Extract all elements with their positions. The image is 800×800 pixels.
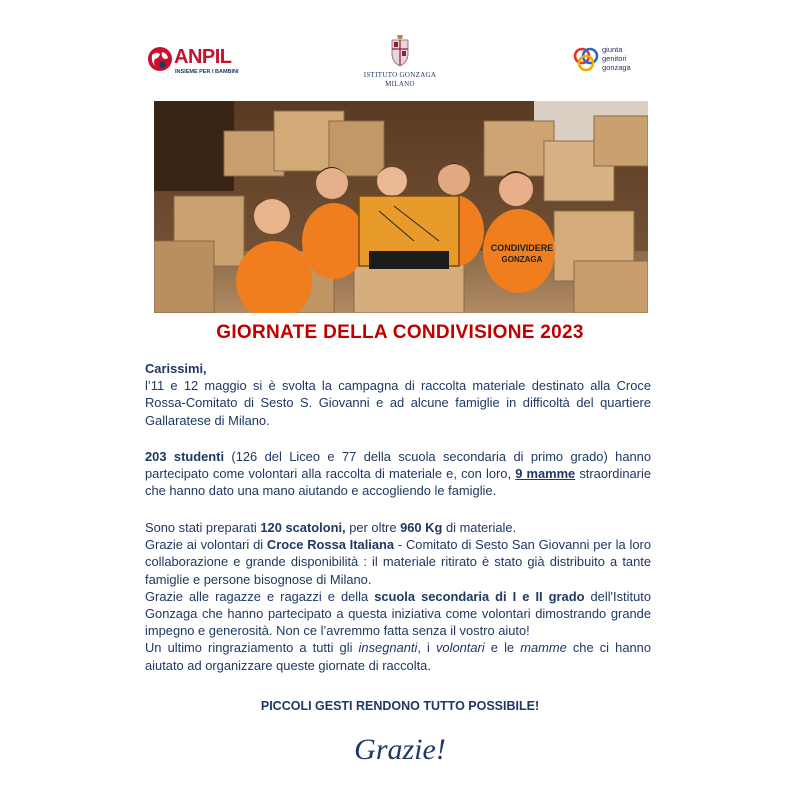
closing-slogan: PICCOLI GESTI RENDONO TUTTO POSSIBILE! bbox=[260, 699, 540, 713]
giunta-genitori-logo bbox=[572, 42, 672, 82]
gonzaga-name bbox=[340, 71, 460, 89]
final-thanks-text-3: e le bbox=[484, 640, 521, 656]
istituto-gonzaga-logo bbox=[340, 34, 460, 104]
volunteers-illustration bbox=[154, 101, 648, 313]
gonzaga-line-1: ISTITUTO GONZAGA bbox=[363, 71, 437, 79]
greeting: Carissimi, bbox=[145, 361, 207, 376]
students-count: 203 studenti bbox=[145, 449, 225, 464]
intro-text: l’11 e 12 maggio si è svolta la campagna di raccolta materiale destinato alla Croce Rossa-Comitato di Sesto S. Giovanni e ad alcune famiglie in difficoltà del quartiere Gallaratese di Milano. bbox=[145, 378, 651, 428]
students-text: (126 del Liceo e 77 della scuola secondaria di primo grado) hanno partecipato come volontari alla raccolta di materiale e, con loro, bbox=[145, 449, 651, 482]
weight-amount: 960 Kg bbox=[400, 520, 443, 535]
grazie-signature: Grazie! bbox=[354, 733, 446, 766]
school-text-1: Grazie alle ragazze e ragazzi e della bbox=[145, 588, 375, 604]
moms-word: mamme bbox=[520, 640, 567, 656]
final-thanks-text-2: , i bbox=[417, 640, 436, 656]
volunteers-photo bbox=[154, 101, 648, 313]
school-text-2: dell'Istituto Gonzaga che hanno partecipato a questa iniziativa come volontari dimostrando grande impegno e generosità. Non ce l’avremmo fatta senza il vostro aiuto! bbox=[145, 588, 651, 639]
boxes-text-3: di materiale. bbox=[442, 520, 517, 535]
gonzaga-line-2: MILANO bbox=[385, 80, 415, 88]
giunta-line-3: gonzaga bbox=[602, 63, 631, 72]
red-cross-text-1: Grazie ai volontari di bbox=[145, 537, 267, 553]
red-cross-name: Croce Rossa Italiana bbox=[266, 537, 395, 553]
vest-text-1: CONDIVIDERE bbox=[490, 243, 554, 253]
final-thanks-text-1: Un ultimo ringraziamento a tutti gli bbox=[145, 640, 359, 656]
volunteers-paragraph bbox=[145, 448, 651, 500]
intro-paragraph bbox=[145, 360, 651, 429]
vest-text-2: GONZAGA bbox=[501, 255, 543, 264]
moms-count: 9 mamme bbox=[515, 466, 576, 482]
held-box bbox=[359, 196, 459, 269]
giunta-line-1: giunta bbox=[602, 45, 623, 54]
gonzaga-crest-icon bbox=[389, 34, 411, 68]
logo-header bbox=[0, 34, 800, 104]
moms-text: straordinarie che hanno dato una mano aiutando e accogliendo le famiglie. bbox=[145, 466, 651, 499]
giunta-text bbox=[602, 45, 631, 72]
anpil-logo bbox=[147, 44, 257, 84]
anpil-globe-icon bbox=[147, 46, 173, 72]
giunta-line-2: genitori bbox=[602, 54, 627, 63]
anpil-wordmark: ANPIL bbox=[174, 46, 232, 68]
boxes-count: 120 scatoloni, bbox=[260, 520, 346, 535]
thanks-paragraph bbox=[145, 519, 651, 674]
teachers-word: insegnanti bbox=[358, 640, 418, 656]
anpil-tagline: INSIEME PER I BAMBINI bbox=[175, 69, 239, 75]
page-title: GIORNATE DELLA CONDIVISIONE 2023 bbox=[216, 322, 584, 343]
boxes-text-2: per oltre bbox=[345, 520, 401, 535]
giunta-rings-icon bbox=[572, 44, 602, 74]
red-cross-text-2: - Comitato di Sesto San Giovanni per la loro collaborazione e grande disponibilità : il materiale ritirato è stato già distribuito a tante famiglie e persone bisognose di Milano. bbox=[145, 537, 651, 587]
boxes-text-1: Sono stati preparati bbox=[145, 520, 261, 535]
school-name: scuola secondaria di I e II grado bbox=[374, 588, 585, 604]
volunteers-word: volontari bbox=[435, 640, 485, 656]
final-thanks-text-4: che ci hanno aiutato ad organizzare queste giornate di raccolta. bbox=[145, 640, 651, 673]
